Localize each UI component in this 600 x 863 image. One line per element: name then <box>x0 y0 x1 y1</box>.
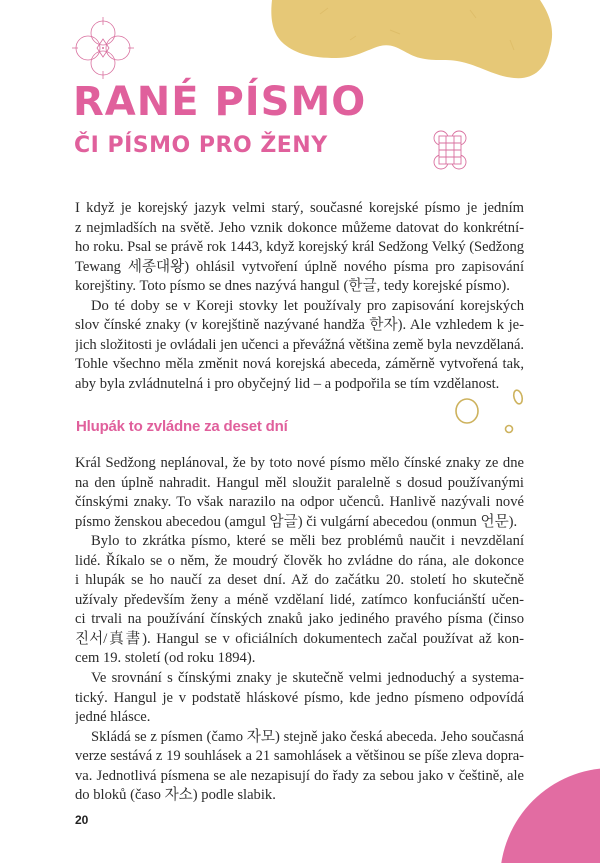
text-line: z nejmladších na světě. Jeho vznik dokonce můžeme datovat do konkrétní- <box>75 219 524 236</box>
text-line: užívaly především ženy a méně vzdělaní lidé, zatímco konfuciánští učen- <box>75 591 524 608</box>
text-line: slov čínské znaky (v korejštině nazývané handža 한자). Ale vzhledem k je- <box>75 317 524 334</box>
text-line: lidé. Říkalo se o něm, že moudrý člověk ho zvládne do rána, ale dokonce <box>75 552 524 569</box>
page-number: 20 <box>75 813 89 827</box>
text-line: Bylo to zkrátka písmo, které se měli bez problémů naučit i nevzdělaní <box>91 533 524 550</box>
text-line: cem 19. století (od roku 1894). <box>75 650 256 667</box>
text-line: na den úplně nahradit. Hangul měl sloužit paralelně s dosud používanými <box>75 474 524 491</box>
text-line: 진서/真書). Hangul se v oficiálních dokumentech začal používat až kon- <box>75 630 524 647</box>
intro-text-block <box>75 199 524 394</box>
text-line: aby byla zvládnutelná i pro obyčejný lid – a podpořila se tím vzdělanost. <box>75 375 500 392</box>
section-text-block <box>75 454 524 806</box>
text-line: Tewang 세종대왕) ohlásil vytvoření úplně nového písma pro zapisování <box>75 258 524 275</box>
text-line: I když je korejský jazyk velmi starý, současné korejské písmo je jedním <box>75 200 524 216</box>
text-line: písmo ženskou abecedou (amgul 암글) či vulgární abecedou (onmun 언문). <box>75 513 518 530</box>
text-line: čínskými znaky. To však narazilo na odpor učenců. Hanlivě nazývali nové <box>75 494 524 511</box>
grid-knot-icon <box>432 128 468 172</box>
page-title: RANÉ PÍSMO <box>73 79 367 125</box>
text-line: verze sestává z 19 souhlásek a 21 samohlásek a většinou se píše zleva dopra- <box>75 748 524 765</box>
text-line: korejštiny. Toto písmo se dnes nazývá hangul (한글, tedy korejské písmo). <box>75 278 510 295</box>
text-line: do bloků (časo 자소) podle slabik. <box>75 787 276 804</box>
text-line: va. Jednotlivá písmena se ale nezapisují do řady za sebou jako v češtině, ale <box>75 767 524 784</box>
text-line: Skládá se z písmen (čamo 자모) stejně jako česká abeceda. Jeho současná <box>91 728 524 745</box>
floral-knot-icon <box>72 15 134 81</box>
text-line: Král Sedžong neplánoval, že by toto nové písmo mělo čínské znaky ze dne <box>75 455 524 471</box>
yellow-blob-shape <box>271 0 552 78</box>
text-line: Do té doby se v Koreji stovky let používaly pro zapisování korejských <box>91 297 524 314</box>
section-heading: Hlupák to zvládne za deset dní <box>76 418 288 435</box>
text-line: tický. Hangul je v podstatě hláskové písmo, kde jedno písmeno odpovídá <box>75 689 524 706</box>
text-line: ci trvali na používání čínských znaků jako jediného pravého písma (činso <box>75 611 524 628</box>
text-line: Ve srovnání s čínskými znaky je skutečně velmi jednoduchý a systema- <box>91 670 524 687</box>
page-subtitle: ČI PÍSMO PRO ŽENY <box>74 133 328 158</box>
text-line: Tohle všechno měla změnit nová korejská abeceda, záměrně vytvořená tak, <box>75 356 524 373</box>
text-line: ho roku. Psal se právě rok 1443, když korejský král Sedžong Velký (Sedžong <box>75 239 524 256</box>
text-line: i hlupák se ho naučí za deset dní. Až do začátku 20. století ho skutečně <box>75 572 524 589</box>
text-line: jedné hlásce. <box>75 709 151 726</box>
text-line: jich složitosti je ovládali jen učenci a převážná většina země byla nevzdělaná. <box>75 336 524 353</box>
